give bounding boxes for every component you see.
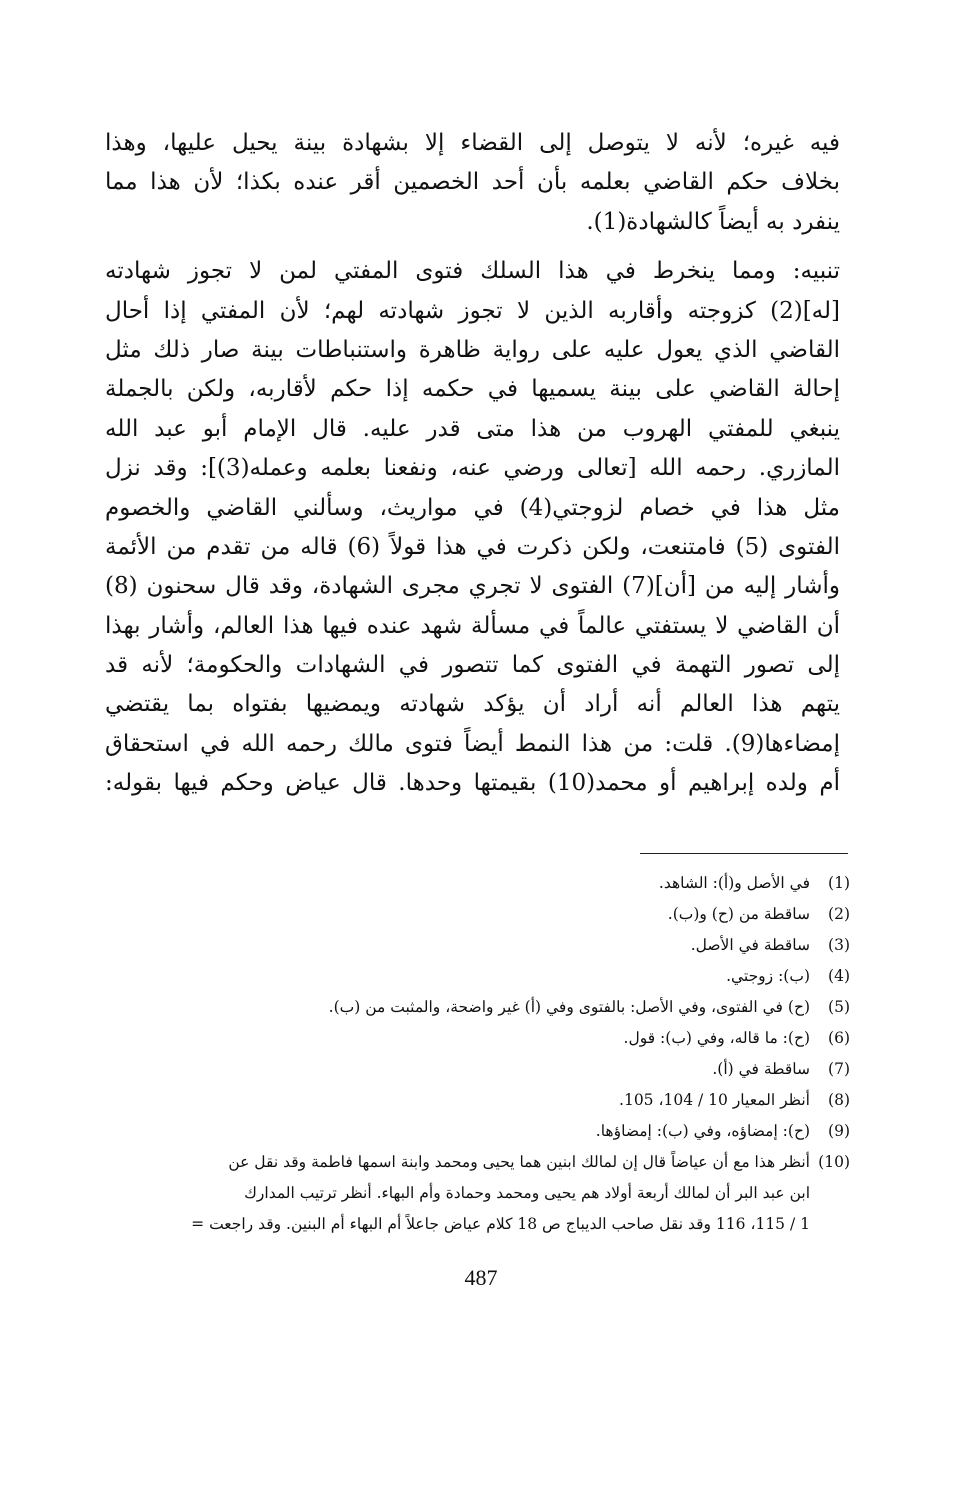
footnote-text: (ح): ما قاله، وفي (ب): قول. bbox=[623, 1029, 810, 1047]
footnote-text: (ح) في الفتوى، وفي الأصل: بالفتوى وفي (أ) غير واضحة، والمثبت من (ب). bbox=[328, 998, 810, 1016]
text-line: إلى تصور التهمة في الفتوى كما تتصور في الشهادات والحكومة؛ لأنه قد bbox=[105, 652, 840, 679]
footnote bbox=[90, 868, 850, 899]
footnote bbox=[90, 899, 850, 930]
text-line: ينبغي للمفتي الهروب من هذا متى قدر عليه. قال الإمام أبو عبد الله bbox=[105, 415, 840, 442]
text-line: أم ولده إبراهيم أو محمد(10) بقيمتها وحدها. قال عياض وحكم فيها بقوله: bbox=[105, 770, 840, 797]
footnote bbox=[90, 961, 850, 992]
footnote-number: (8) bbox=[828, 1091, 850, 1109]
footnote-number: (7) bbox=[828, 1060, 850, 1078]
footnote-continuation: 1 / 115، 116 وقد نقل صاحب الديباج ص 18 كلام عياض جاعلاً أم البهاء أم البنين. وقد راجعت = bbox=[191, 1215, 810, 1233]
footnote-number: (10) bbox=[818, 1153, 850, 1171]
footnote bbox=[90, 930, 850, 961]
footnote-text: (ح): إمضاؤه، وفي (ب): إمضاؤها. bbox=[595, 1122, 810, 1140]
text-line: تنبيه: ومما ينخرط في هذا السلك فتوى المفتي لمن لا تجوز شهادته bbox=[105, 258, 840, 285]
text-line: المازري. رحمه الله [تعالى ورضي عنه، ونفعنا بعلمه وعمله(3)]: وقد نزل bbox=[105, 455, 840, 482]
footnote-number: (9) bbox=[828, 1122, 850, 1140]
footnote-text: أنظر هذا مع أن عياضاً قال إن لمالك ابنين هما يحيى ومحمد وابنة اسمها فاطمة وقد نقل عن bbox=[228, 1153, 810, 1171]
footnote-number: (2) bbox=[828, 905, 850, 923]
text-line: القاضي الذي يعول عليه على رواية ظاهرة واستنباطات بينة صار ذلك مثل bbox=[105, 336, 840, 363]
footnote-text: في الأصل و(أ): الشاهد. bbox=[658, 874, 810, 892]
text-line: إحالة القاضي على بينة يسميها في حكمه إذا حكم لأقاربه، ولكن بالجملة bbox=[105, 376, 840, 403]
text-line: إمضاءها(9). قلت: من هذا النمط أيضاً فتوى مالك رحمه الله في استحقاق bbox=[105, 730, 840, 757]
footnote bbox=[90, 1085, 850, 1116]
footnote-text: ساقطة من (ح) و(ب). bbox=[667, 905, 810, 923]
footnote-number: (1) bbox=[828, 874, 850, 892]
text-line: [له](2) كزوجته وأقاربه الذين لا تجوز شهادته لهم؛ لأن المفتي إذا أحال bbox=[105, 297, 840, 324]
text-line: وأشار إليه من [أن](7) الفتوى لا تجري مجرى الشهادة، وقد قال سحنون (8) bbox=[105, 573, 841, 600]
footnote-text: (ب): زوجتي. bbox=[726, 967, 810, 985]
text-line: فيه غيره؛ لأنه لا يتوصل إلى القضاء إلا بشهادة بينة يحيل عليها، وهذا bbox=[105, 130, 840, 156]
text-line: أن القاضي لا يستفتي عالماً في مسألة شهد عنده فيها هذا العالم، وأشار بهذا bbox=[105, 612, 840, 639]
footnote bbox=[90, 992, 850, 1023]
footnote-text: أنظر المعيار 10 / 104، 105. bbox=[619, 1091, 810, 1109]
text-line: بخلاف حكم القاضي بعلمه بأن أحد الخصمين أقر عنده بكذا؛ لأن هذا مما bbox=[105, 169, 840, 196]
footnote bbox=[90, 1054, 850, 1085]
page-number: 487 bbox=[464, 1265, 498, 1290]
footnotes bbox=[90, 868, 850, 1240]
text-line: يتهم هذا العالم أنه أراد أن يؤكد شهادته ويمضيها بفتواه بما يقتضي bbox=[105, 691, 840, 718]
footnote-number: (4) bbox=[828, 967, 850, 985]
footnote-text: ساقطة في (أ). bbox=[712, 1060, 810, 1078]
text-line: الفتوى (5) فامتنعت، ولكن ذكرت في هذا قولاً (6) قاله من تقدم من الأئمة bbox=[105, 533, 840, 560]
footnote-separator bbox=[640, 853, 848, 854]
main-text bbox=[105, 124, 840, 804]
text-line: مثل هذا في خصام لزوجتي(4) في مواريث، وسألني القاضي والخصوم bbox=[105, 494, 841, 521]
footnote bbox=[90, 1023, 850, 1054]
footnote bbox=[90, 1116, 850, 1147]
text-line: ينفرد به أيضاً كالشهادة(1). bbox=[586, 208, 840, 235]
footnote-text: ساقطة في الأصل. bbox=[690, 936, 810, 954]
footnote-number: (6) bbox=[828, 1029, 850, 1047]
footnote-number: (3) bbox=[828, 936, 850, 954]
footnote-number: (5) bbox=[828, 998, 850, 1016]
footnote bbox=[90, 1147, 850, 1178]
footnote-continuation: ابن عبد البر أن لمالك أربعة أولاد هم يحيى ومحمد وحمادة وأم البهاء. أنظر ترتيب المدارك bbox=[244, 1184, 810, 1202]
